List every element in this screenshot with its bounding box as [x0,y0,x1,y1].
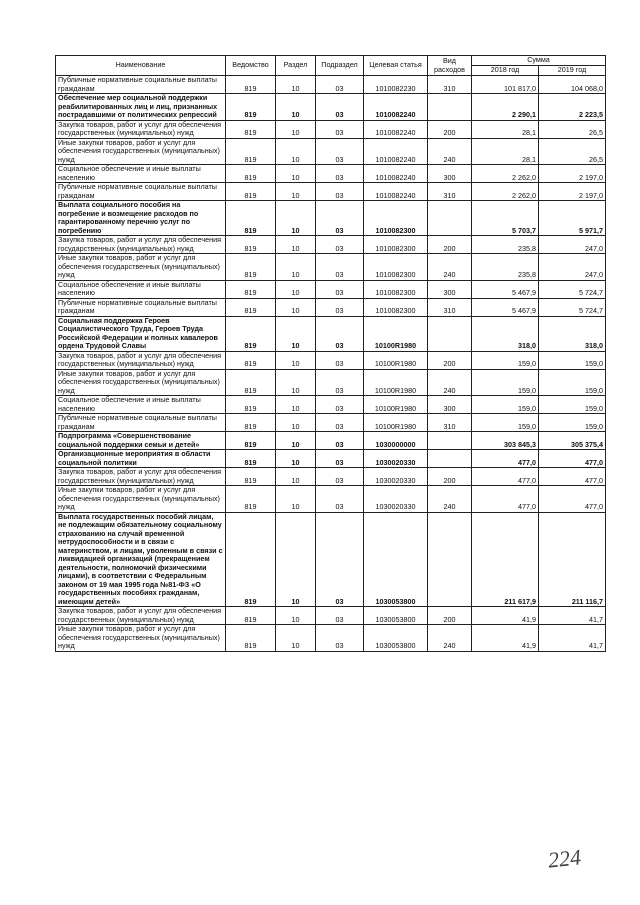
cell-2018: 2 290,1 [472,94,539,121]
budget-table [55,55,606,652]
cell-2019: 5 724,7 [539,298,606,316]
cell-subsection: 03 [316,183,364,201]
cell-kind [428,450,472,468]
cell-target: 1030000000 [364,432,428,450]
table-row [56,298,606,316]
table-row [56,396,606,414]
table-row [56,236,606,254]
cell-section: 10 [276,414,316,432]
table-row [56,316,606,351]
cell-dept: 819 [226,138,276,165]
cell-target: 10100R1980 [364,351,428,369]
cell-name: Иные закупки товаров, работ и услуг для обеспечения государственных (муниципальных) нужд [56,625,226,652]
table-row [56,183,606,201]
cell-subsection: 03 [316,201,364,236]
cell-section: 10 [276,607,316,625]
cell-2019: 318,0 [539,316,606,351]
cell-dept: 819 [226,450,276,468]
cell-2018: 159,0 [472,396,539,414]
cell-2018: 5 467,9 [472,280,539,298]
cell-subsection: 03 [316,254,364,281]
cell-subsection: 03 [316,625,364,652]
cell-name: Закупка товаров, работ и услуг для обеспечения государственных (муниципальных) нужд [56,351,226,369]
cell-name: Подпрограмма «Совершенствование социальной поддержки семьи и детей» [56,432,226,450]
cell-target: 10100R1980 [364,316,428,351]
cell-target: 1030020330 [364,468,428,486]
cell-subsection: 03 [316,450,364,468]
cell-subsection: 03 [316,76,364,94]
cell-target: 10100R1980 [364,369,428,396]
cell-name: Закупка товаров, работ и услуг для обеспечения государственных (муниципальных) нужд [56,236,226,254]
cell-2019: 247,0 [539,236,606,254]
cell-subsection: 03 [316,94,364,121]
handwritten-page-number: 224 [546,844,583,873]
cell-dept: 819 [226,280,276,298]
table-row [56,254,606,281]
cell-kind: 240 [428,138,472,165]
cell-dept: 819 [226,298,276,316]
cell-name: Публичные нормативные социальные выплаты гражданам [56,183,226,201]
cell-dept: 819 [226,201,276,236]
cell-kind: 240 [428,369,472,396]
cell-2019: 477,0 [539,468,606,486]
cell-2019: 477,0 [539,486,606,513]
cell-2018: 28,1 [472,120,539,138]
cell-dept: 819 [226,486,276,513]
cell-kind: 200 [428,607,472,625]
cell-2018: 101 817,0 [472,76,539,94]
cell-name: Выплата социального пособия на погребение и возмещение расходов по гарантированному перечню услуг по погребению [56,201,226,236]
header-row [56,56,606,66]
cell-section: 10 [276,120,316,138]
cell-2019: 477,0 [539,450,606,468]
cell-kind: 240 [428,254,472,281]
cell-dept: 819 [226,351,276,369]
table-row [56,165,606,183]
cell-2019: 159,0 [539,351,606,369]
cell-target: 1010082240 [364,120,428,138]
cell-target: 1030020330 [364,450,428,468]
cell-name: Закупка товаров, работ и услуг для обеспечения государственных (муниципальных) нужд [56,120,226,138]
header-sum: Сумма [472,56,606,66]
cell-section: 10 [276,236,316,254]
cell-kind: 310 [428,183,472,201]
table-row [56,432,606,450]
cell-kind: 310 [428,298,472,316]
cell-subsection: 03 [316,486,364,513]
cell-subsection: 03 [316,298,364,316]
header-target: Целевая статья [364,56,428,76]
cell-section: 10 [276,201,316,236]
header-dept: Ведомство [226,56,276,76]
cell-section: 10 [276,351,316,369]
cell-2018: 477,0 [472,468,539,486]
cell-dept: 819 [226,76,276,94]
cell-name: Публичные нормативные социальные выплаты гражданам [56,414,226,432]
cell-subsection: 03 [316,369,364,396]
header-section: Раздел [276,56,316,76]
cell-target: 1010082240 [364,183,428,201]
cell-dept: 819 [226,468,276,486]
cell-kind: 200 [428,236,472,254]
table-row [56,414,606,432]
cell-2018: 5 467,9 [472,298,539,316]
cell-dept: 819 [226,94,276,121]
cell-2019: 26,5 [539,120,606,138]
cell-subsection: 03 [316,468,364,486]
cell-section: 10 [276,94,316,121]
cell-dept: 819 [226,396,276,414]
cell-name: Выплата государственных пособий лицам, не подлежащим обязательному социальному страхованию на случай временной нетрудоспособности и в связи с материнством, и лицам, уволенным в связи с ликвидацией организаций (прекращением деятельности, полномочий физическими лицами), в соответствии с Федеральным законом от 19 мая 1995 года №81-ФЗ «О государственных пособиях гражданам, имеющим детей» [56,512,226,607]
cell-kind: 300 [428,165,472,183]
cell-subsection: 03 [316,351,364,369]
cell-2019: 5 724,7 [539,280,606,298]
cell-2018: 41,9 [472,625,539,652]
table-row [56,138,606,165]
cell-dept: 819 [226,432,276,450]
cell-2018: 5 703,7 [472,201,539,236]
table-body [56,76,606,652]
cell-target: 1010082240 [364,94,428,121]
cell-subsection: 03 [316,396,364,414]
cell-2018: 211 617,9 [472,512,539,607]
cell-kind: 240 [428,486,472,513]
header-subsection: Подраздел [316,56,364,76]
cell-section: 10 [276,450,316,468]
cell-2019: 2 197,0 [539,183,606,201]
cell-target: 1010082240 [364,165,428,183]
cell-dept: 819 [226,120,276,138]
cell-section: 10 [276,486,316,513]
cell-2019: 26,5 [539,138,606,165]
table-row [56,201,606,236]
cell-target: 1010082300 [364,201,428,236]
cell-dept: 819 [226,254,276,281]
cell-subsection: 03 [316,236,364,254]
cell-2018: 477,0 [472,486,539,513]
cell-subsection: 03 [316,165,364,183]
cell-dept: 819 [226,183,276,201]
cell-2019: 2 223,5 [539,94,606,121]
header-year-2019: 2019 год [539,66,606,76]
cell-kind: 200 [428,468,472,486]
cell-subsection: 03 [316,120,364,138]
cell-section: 10 [276,512,316,607]
cell-2019: 159,0 [539,414,606,432]
cell-2018: 28,1 [472,138,539,165]
table-row [56,468,606,486]
cell-kind [428,201,472,236]
cell-name: Закупка товаров, работ и услуг для обеспечения государственных (муниципальных) нужд [56,607,226,625]
cell-2019: 211 116,7 [539,512,606,607]
table-row [56,120,606,138]
header-kind: Вид расходов [428,56,472,76]
cell-dept: 819 [226,512,276,607]
cell-subsection: 03 [316,607,364,625]
cell-dept: 819 [226,414,276,432]
cell-2018: 159,0 [472,351,539,369]
cell-kind [428,94,472,121]
cell-subsection: 03 [316,432,364,450]
cell-target: 1030020330 [364,486,428,513]
cell-dept: 819 [226,607,276,625]
table-row [56,94,606,121]
cell-target: 1030053800 [364,512,428,607]
cell-dept: 819 [226,236,276,254]
cell-name: Иные закупки товаров, работ и услуг для обеспечения государственных (муниципальных) нужд [56,254,226,281]
cell-subsection: 03 [316,280,364,298]
cell-kind [428,316,472,351]
cell-2019: 104 068,0 [539,76,606,94]
table-row [56,369,606,396]
cell-target: 1010082300 [364,298,428,316]
table-row [56,76,606,94]
cell-kind [428,432,472,450]
cell-target: 1010082230 [364,76,428,94]
cell-section: 10 [276,432,316,450]
cell-section: 10 [276,76,316,94]
cell-dept: 819 [226,316,276,351]
cell-2018: 235,8 [472,254,539,281]
cell-target: 1010082300 [364,236,428,254]
cell-target: 10100R1980 [364,396,428,414]
cell-target: 1030053800 [364,607,428,625]
table-row [56,280,606,298]
cell-section: 10 [276,254,316,281]
cell-name: Иные закупки товаров, работ и услуг для обеспечения государственных (муниципальных) нужд [56,138,226,165]
cell-2019: 2 197,0 [539,165,606,183]
cell-kind: 310 [428,414,472,432]
cell-kind: 300 [428,280,472,298]
cell-2019: 247,0 [539,254,606,281]
cell-2018: 235,8 [472,236,539,254]
cell-kind: 200 [428,120,472,138]
cell-subsection: 03 [316,138,364,165]
cell-2018: 477,0 [472,450,539,468]
cell-section: 10 [276,138,316,165]
table-row [56,625,606,652]
cell-2018: 318,0 [472,316,539,351]
cell-2019: 41,7 [539,625,606,652]
cell-target: 10100R1980 [364,414,428,432]
cell-target: 1030053800 [364,625,428,652]
table-row [56,512,606,607]
cell-section: 10 [276,468,316,486]
cell-name: Социальное обеспечение и иные выплаты населению [56,396,226,414]
cell-name: Иные закупки товаров, работ и услуг для обеспечения государственных (муниципальных) нужд [56,486,226,513]
cell-name: Социальная поддержка Героев Социалистического Труда, Героев Труда Российской Федерации и полных кавалеров ордена Трудовой Славы [56,316,226,351]
cell-kind: 200 [428,351,472,369]
cell-2018: 41,9 [472,607,539,625]
cell-name: Организационные мероприятия в области социальной политики [56,450,226,468]
cell-name: Социальное обеспечение и иные выплаты населению [56,280,226,298]
cell-name: Публичные нормативные социальные выплаты гражданам [56,298,226,316]
cell-target: 1010082300 [364,280,428,298]
cell-section: 10 [276,183,316,201]
header-name: Наименование [56,56,226,76]
cell-2018: 303 845,3 [472,432,539,450]
cell-subsection: 03 [316,414,364,432]
cell-2018: 159,0 [472,369,539,396]
cell-2019: 5 971,7 [539,201,606,236]
cell-2019: 159,0 [539,369,606,396]
cell-2018: 159,0 [472,414,539,432]
table-row [56,351,606,369]
cell-section: 10 [276,280,316,298]
cell-name: Публичные нормативные социальные выплаты гражданам [56,76,226,94]
header-year-2018: 2018 год [472,66,539,76]
cell-section: 10 [276,369,316,396]
cell-kind [428,512,472,607]
cell-kind: 300 [428,396,472,414]
cell-section: 10 [276,316,316,351]
cell-dept: 819 [226,369,276,396]
table-row [56,450,606,468]
cell-subsection: 03 [316,512,364,607]
cell-target: 1010082240 [364,138,428,165]
cell-target: 1010082300 [364,254,428,281]
cell-name: Социальное обеспечение и иные выплаты населению [56,165,226,183]
table-row [56,607,606,625]
cell-2018: 2 262,0 [472,165,539,183]
cell-2018: 2 262,0 [472,183,539,201]
cell-2019: 305 375,4 [539,432,606,450]
table-row [56,486,606,513]
cell-2019: 159,0 [539,396,606,414]
cell-section: 10 [276,298,316,316]
cell-section: 10 [276,165,316,183]
cell-section: 10 [276,625,316,652]
cell-dept: 819 [226,625,276,652]
cell-subsection: 03 [316,316,364,351]
cell-dept: 819 [226,165,276,183]
cell-2019: 41,7 [539,607,606,625]
cell-section: 10 [276,396,316,414]
cell-name: Обеспечение мер социальной поддержки реабилитированных лиц и лиц, признанных пострадавшими от политических репрессий [56,94,226,121]
cell-name: Закупка товаров, работ и услуг для обеспечения государственных (муниципальных) нужд [56,468,226,486]
cell-kind: 240 [428,625,472,652]
cell-name: Иные закупки товаров, работ и услуг для обеспечения государственных (муниципальных) нужд [56,369,226,396]
cell-kind: 310 [428,76,472,94]
